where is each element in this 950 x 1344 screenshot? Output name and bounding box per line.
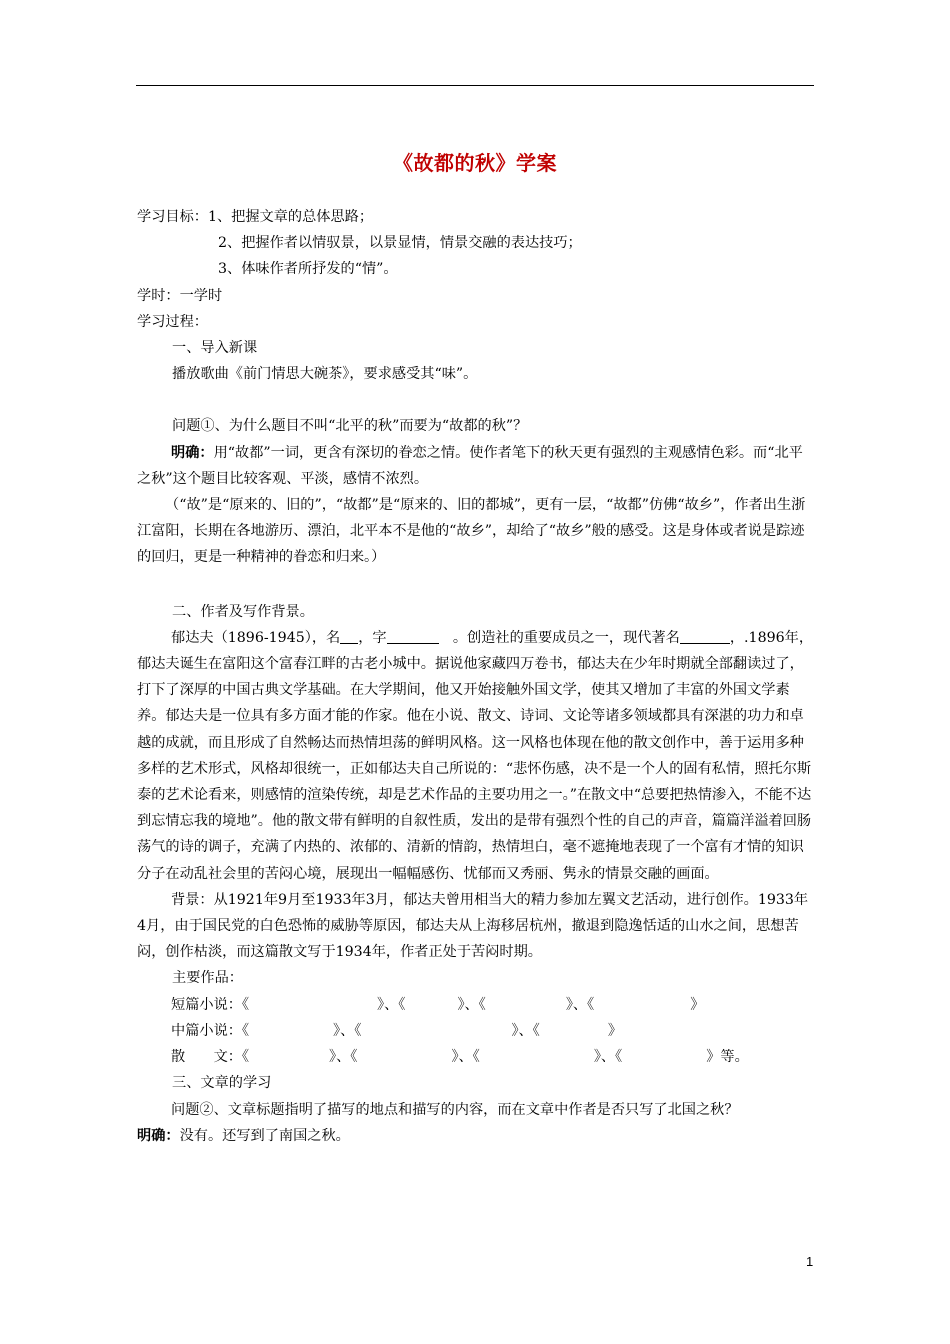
document-title: 《故都的秋》学案 [393, 151, 557, 175]
goals-label: 学习目标： [137, 209, 208, 225]
blank-field [387, 629, 439, 644]
background-text: 背景：从1921年9月至1933年3月，郁达夫曾用相当大的精力参加左翼文艺活动，进行创作。1933年4月，由于国民党的白色恐怖的威胁等原因，郁达夫从上海移居杭州，撤退到隐逸恬适的山水之间，思想苦闷，创作枯淡，而这篇散文写于1934年，作者正处于苦闷时期。 [137, 891, 809, 961]
answer-text: 用“故都”一词，更含有深切的眷恋之情。使作者笔下的秋天更有强烈的主观感情色彩。而“北平之秋”这个题目比较客观、平淡，感情不浓烈。 [137, 444, 803, 487]
section-heading: 一、导入新课 [172, 340, 258, 357]
document-body [137, 204, 817, 1149]
goal-item: 2、把握作者以情驭景，以景显情，情景交融的表达技巧； [218, 235, 582, 252]
section-heading: 三、文章的学习 [172, 1075, 272, 1092]
answer-text: 没有。还写到了南国之秋。 [179, 1127, 350, 1144]
answer-1 [137, 440, 817, 492]
works-label: 主要作品： [172, 970, 243, 987]
page-number: 1 [806, 1254, 814, 1269]
goal-item: 3、体味作者所抒发的“情”。 [218, 261, 398, 278]
header-rule [136, 85, 814, 86]
author-bio: 郁达夫（1896-1945），名 ，字 。创造社的重要成员之一，现代著名 ，.1896年，郁达夫诞生在富阳这个富春江畔的古老小城中。据说他家藏四万卷书，郁达夫在少年时期就全部翻读过了，打下了深厚的中国古典文学基础。在大学期间，他又开始接触外国文学，使其又增加了丰富的外国文学素养。郁达夫是一位具有多方面才能的作家。他在小说、散文、诗词、文论等诸多领域都具有深湛的功力和卓越的成就，而且形成了自然畅达而热情坦荡的鲜明风格。这一风格也体现在他的散文创作中，善于运用多种多样的艺术形式，风格却很统一，正如郁达夫自己所说的：“悲怀伤感，决不是一个人的固有私情，照托尔斯泰的艺术论看来，则感情的渲染传统，却是艺术作品的主要功用之一。”在散文中“总要把热情渗入，不能不达到忘情忘我的境地”。他的散文带有鲜明的自叙性质，发出的是带有强烈个性的自己的声音，篇篇洋溢着回肠荡气的诗的调子，充满了内热的、浓郁的、清新的情韵，热情坦白，毫不遮掩地表现了一个富有才情的知识分子在动乱社会里的苦闷心境，展现出一幅幅感伤、忧郁而又秀丽、隽永的情景交融的画面。 [137, 629, 814, 882]
works-short-stories: 短篇小说：《 》、《 》、《 》、《 》 [171, 996, 705, 1013]
question-1: 问题①、为什么题目不叫“北平的秋”而要为“故都的秋”？ [172, 418, 528, 435]
blank-field [680, 629, 730, 644]
answer-2 [137, 1123, 817, 1149]
answer-label: 明确： [137, 1127, 180, 1144]
works-prose: 散 文：《 》、《 》、《 》、《 》等。 [171, 1049, 749, 1066]
blank-field [340, 629, 358, 644]
study-hours: 学时：一学时 [137, 287, 223, 304]
goals-line-1 [137, 204, 817, 230]
section-text: 播放歌曲《前门情思大碗茶》，要求感受其“味”。 [172, 366, 478, 383]
question-2: 问题②、文章标题指明了描写的地点和描写的内容，而在文章中作者是否只写了北国之秋？ [171, 1101, 739, 1118]
section-heading: 二、作者及写作背景。 [172, 603, 314, 620]
works-novellas: 中篇小说：《 》、《 》、《 》 [171, 1022, 623, 1039]
goal-item: 1、把握文章的总体思路； [207, 209, 374, 225]
note-1: （“故”是“原来的、旧的”，“故都”是“原来的、旧的都城”，更有一层，“故都”仿佛“故乡”，作者出生浙江富阳，长期在各地游历、漂泊，北平本不是他的“故乡”，却给了“故乡”般的感受。这是身体或者说是踪迹的回归，更是一种精神的眷恋和归来。） [137, 497, 806, 566]
answer-label: 明确： [171, 444, 214, 461]
process-label: 学习过程： [137, 313, 208, 330]
